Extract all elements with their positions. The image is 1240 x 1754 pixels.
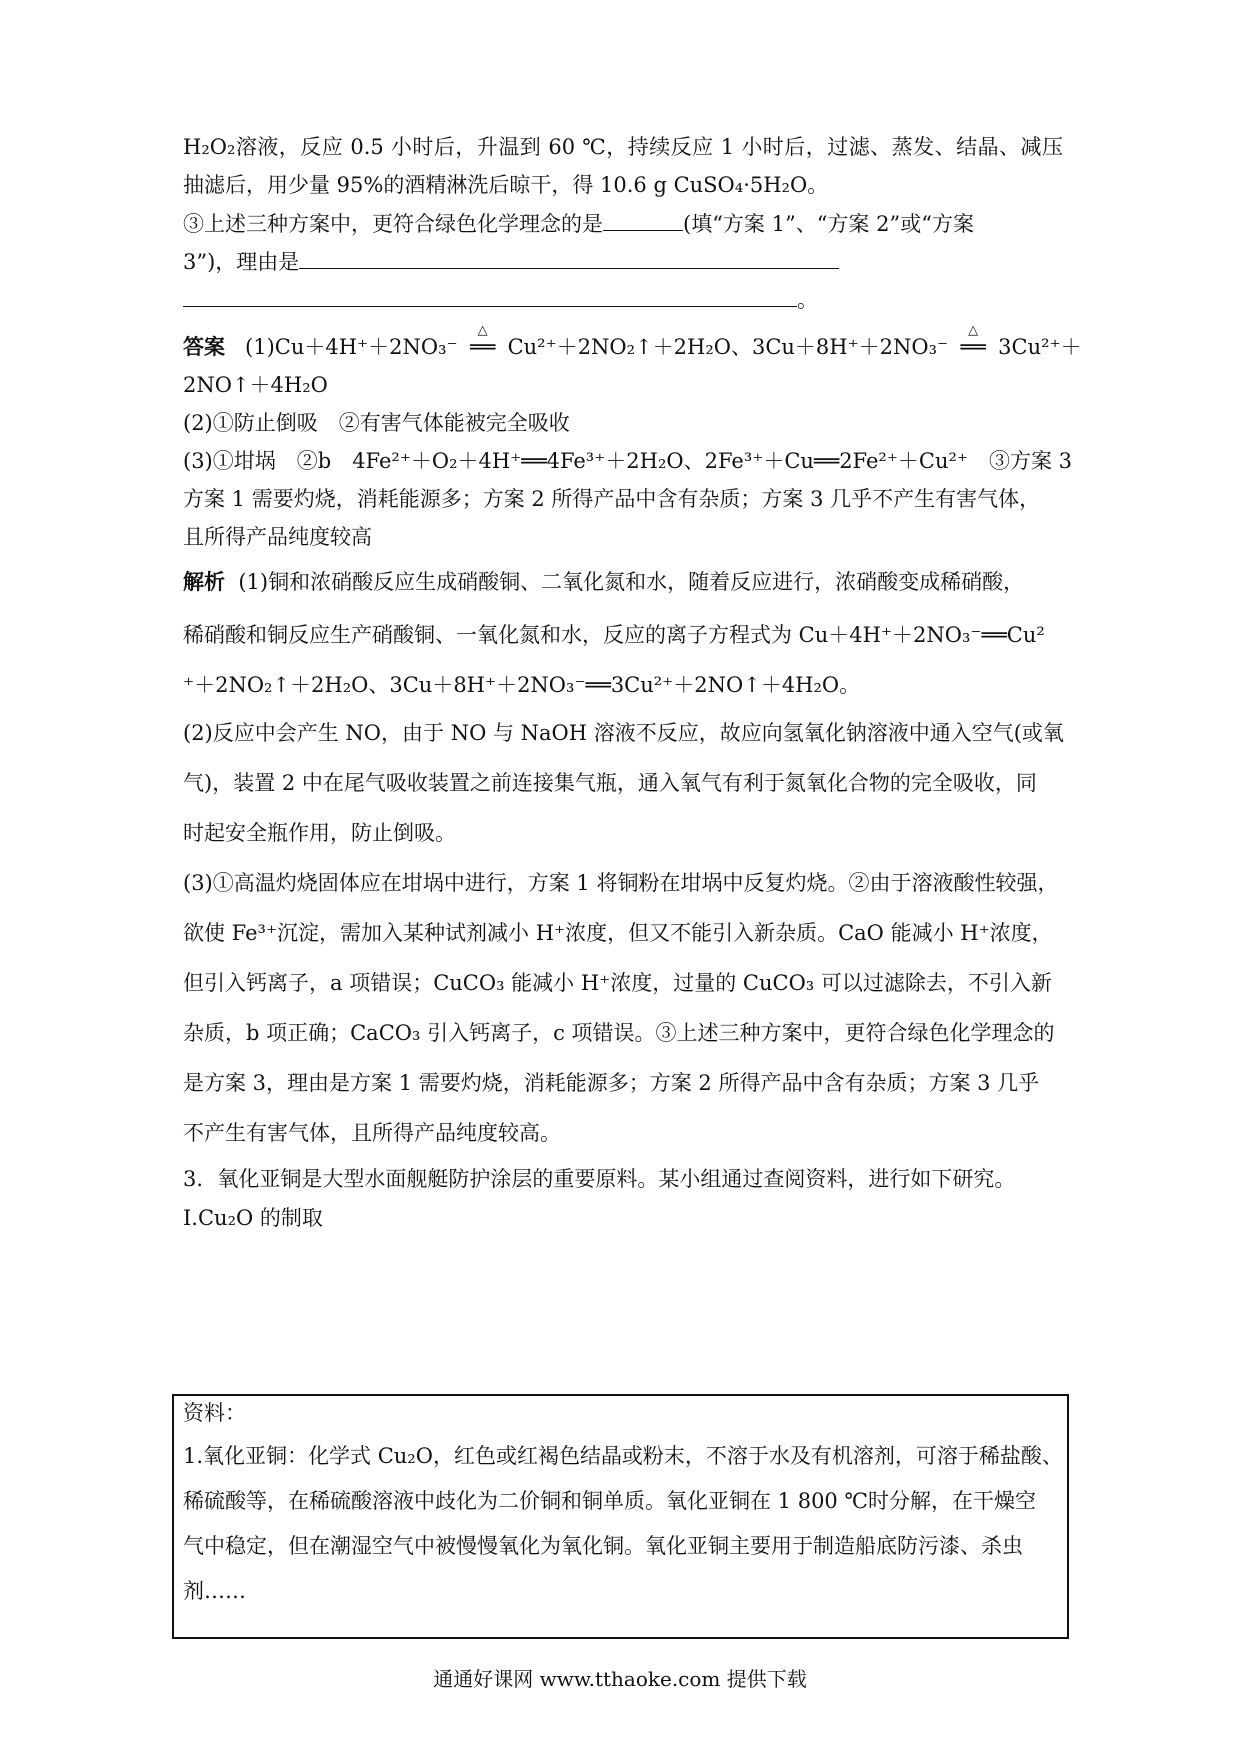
analysis-line bbox=[183, 567, 1063, 597]
analysis-line: 不产生有害气体，且所得产品纯度较高。 bbox=[183, 1121, 561, 1145]
box-line: 剂…… bbox=[183, 1579, 246, 1603]
answer-line: 方案 1 需要灼烧，消耗能源多；方案 2 所得产品中含有杂质；方案 3 几乎不产生有害气体， bbox=[183, 487, 1041, 511]
section-heading: Ⅰ.Cu₂O 的制取 bbox=[183, 1206, 323, 1230]
box-line: 气中稳定，但在潮湿空气中被慢慢氧化为氧化铜。氧化亚铜主要用于制造船底防污漆、杀虫 bbox=[183, 1534, 1023, 1558]
analysis-line: 气)，装置 2 中在尾气吸收装置之前连接集气瓶，通入氧气有利于氮氧化合物的完全吸收，同 bbox=[183, 771, 1037, 795]
page-footer: 通通好课网 www.tthaoke.com 提供下载 bbox=[433, 1667, 807, 1691]
question-line bbox=[183, 285, 1063, 315]
answer-blank[interactable] bbox=[183, 286, 797, 307]
answer-line bbox=[183, 323, 1082, 362]
reaction-arrow: △ ══ bbox=[458, 332, 508, 362]
question-text: 。 bbox=[797, 288, 818, 312]
question-line bbox=[183, 209, 1063, 239]
answer-line: (3)①坩埚 ②b 4Fe²⁺＋O₂＋4H⁺══4Fe³⁺＋2H₂O、2Fe³⁺＋Cu══2Fe²⁺＋Cu²⁺ ③方案 3 bbox=[183, 449, 1073, 473]
equation-text: Cu²⁺＋2NO₂↑＋2H₂O、3Cu＋8H⁺＋2NO₃⁻ bbox=[507, 335, 949, 359]
answer-blank[interactable] bbox=[299, 248, 839, 269]
question-text: (填“方案 1”、“方案 2”或“方案 bbox=[683, 212, 974, 236]
answer-line: 2NO↑＋4H₂O bbox=[183, 373, 328, 397]
equation-text: 3Cu²⁺＋ bbox=[998, 335, 1082, 359]
analysis-line: 稀硝酸和铜反应生产硝酸铜、一氧化氮和水，反应的离子方程式为 Cu＋4H⁺＋2NO₃⁻══Cu² bbox=[183, 623, 1045, 647]
answer-line: (2)①防止倒吸 ②有害气体能被完全吸收 bbox=[183, 411, 570, 435]
analysis-line: (2)反应中会产生 NO，由于 NO 与 NaOH 溶液不反应，故应向氢氧化钠溶液中通入空气(或氧 bbox=[183, 721, 1064, 745]
analysis-line: ⁺＋2NO₂↑＋2H₂O、3Cu＋8H⁺＋2NO₃⁻══3Cu²⁺＋2NO↑＋4H₂O。 bbox=[183, 673, 861, 697]
heat-symbol: △ bbox=[968, 323, 979, 338]
reaction-arrow: △ ══ bbox=[948, 332, 998, 362]
box-line: 1.氧化亚铜：化学式 Cu₂O，红色或红褐色结晶或粉末，不溶于水及有机溶剂，可溶于稀盐酸、 bbox=[183, 1444, 1063, 1468]
analysis-line: 但引入钙离子，a 项错误；CuCO₃ 能减小 H⁺浓度，过量的 CuCO₃ 可以过滤除去，不引入新 bbox=[183, 971, 1052, 995]
text-line: 抽滤后，用少量 95%的酒精淋洗后晾干，得 10.6 g CuSO₄·5H₂O。 bbox=[183, 173, 829, 197]
question-line: 3．氧化亚铜是大型水面舰艇防护涂层的重要原料。某小组通过查阅资料，进行如下研究。 bbox=[183, 1167, 1016, 1191]
analysis-line: 是方案 3，理由是方案 1 需要灼烧，消耗能源多；方案 2 所得产品中含有杂质；方案 3 几乎 bbox=[183, 1071, 1040, 1095]
analysis-line: 时起安全瓶作用，防止倒吸。 bbox=[183, 821, 456, 845]
heat-symbol: △ bbox=[477, 323, 488, 338]
text-line: H₂O₂溶液，反应 0.5 小时后，升温到 60 ℃，持续反应 1 小时后，过滤、蒸发、结晶、减压 bbox=[183, 135, 1063, 159]
answer-line: 且所得产品纯度较高 bbox=[183, 525, 372, 549]
box-line: 稀硫酸等，在稀硫酸溶液中歧化为二价铜和铜单质。氧化亚铜在 1 800 ℃时分解，在干燥空 bbox=[183, 1489, 1036, 1513]
question-line bbox=[183, 247, 1063, 277]
question-text: ③上述三种方案中，更符合绿色化学理念的是 bbox=[183, 212, 603, 236]
analysis-line: (3)①高温灼烧固体应在坩埚中进行，方案 1 将铜粉在坩埚中反复灼烧。②由于溶液酸性较强， bbox=[183, 871, 1059, 895]
box-line: 资料： bbox=[183, 1401, 246, 1425]
analysis-label: 解析 bbox=[183, 569, 225, 594]
answer-blank[interactable] bbox=[603, 210, 683, 231]
analysis-line: 杂质，b 项正确；CaCO₃ 引入钙离子，c 项错误。③上述三种方案中，更符合绿色化学理念的 bbox=[183, 1021, 1055, 1045]
analysis-line: 欲使 Fe³⁺沉淀，需加入某种试剂减小 H⁺浓度，但又不能引入新杂质。CaO 能减小 H⁺浓度， bbox=[183, 921, 1053, 945]
equation-text: (1)Cu＋4H⁺＋2NO₃⁻ bbox=[245, 335, 458, 359]
question-text: 3”)，理由是 bbox=[183, 250, 300, 274]
analysis-text: (1)铜和浓硝酸反应生成硝酸铜、二氧化氮和水，随着反应进行，浓硝酸变成稀硝酸， bbox=[238, 570, 1025, 594]
answer-label: 答案 bbox=[183, 334, 225, 359]
